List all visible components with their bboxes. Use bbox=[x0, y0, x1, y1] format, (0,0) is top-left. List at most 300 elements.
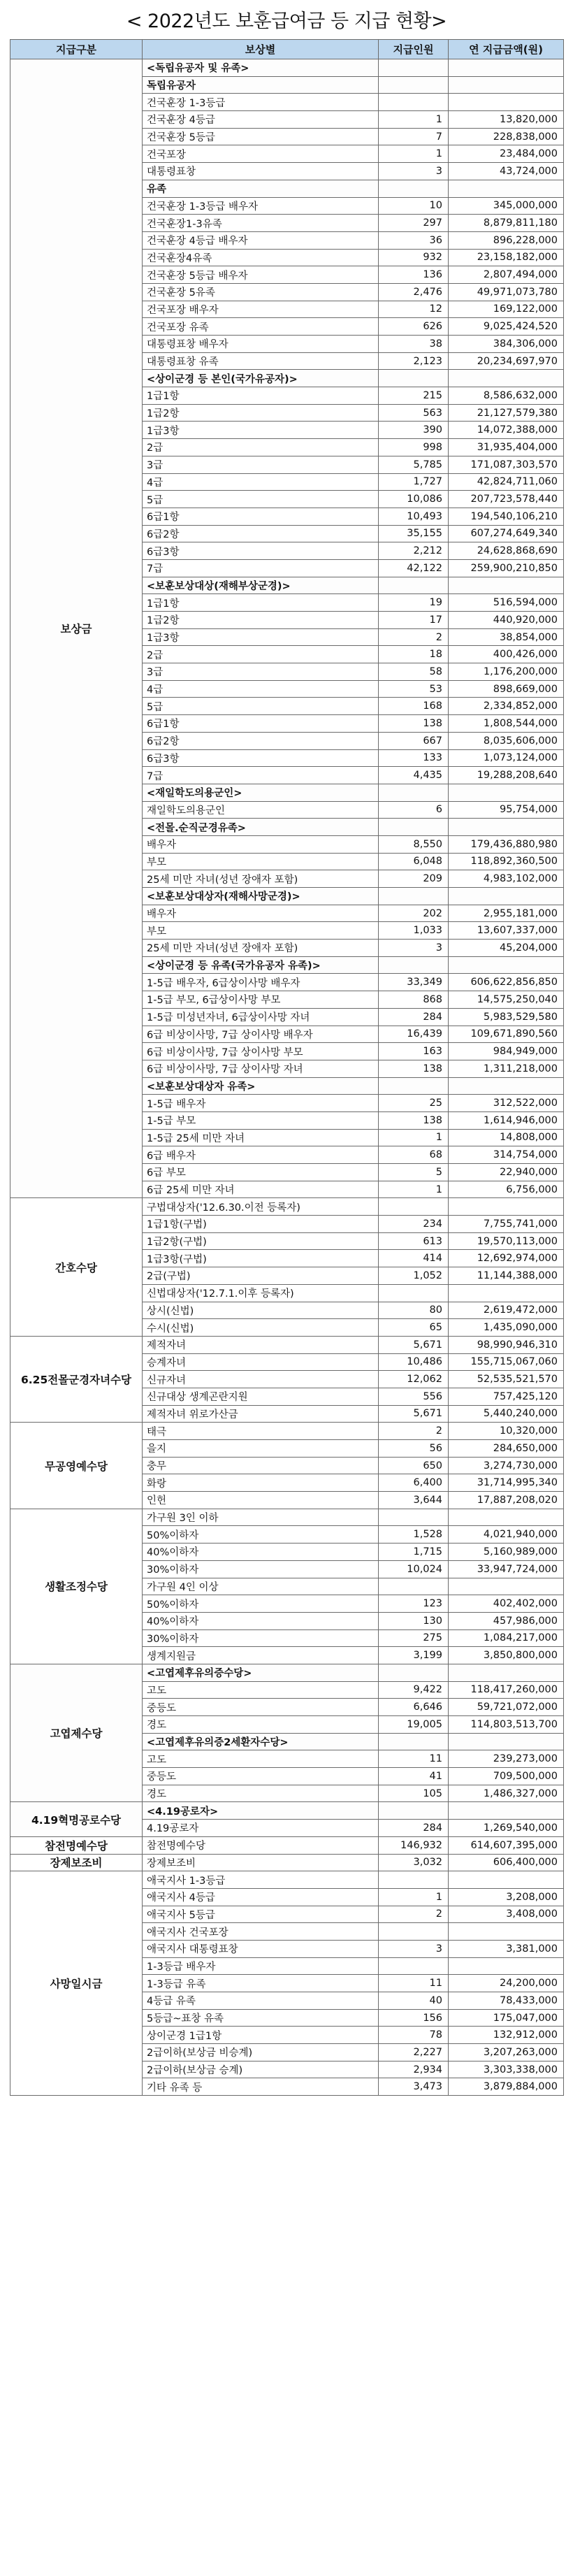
amount-cell: 43,724,000 bbox=[449, 163, 564, 180]
amount-cell: 14,808,000 bbox=[449, 1129, 564, 1146]
detail-cell: 건국훈장 4등급 bbox=[143, 111, 379, 129]
detail-cell: 건국포장 배우자 bbox=[143, 301, 379, 318]
count-cell: 2,123 bbox=[379, 352, 449, 370]
amount-cell: 3,850,800,000 bbox=[449, 1647, 564, 1664]
count-cell: 40 bbox=[379, 1992, 449, 2010]
amount-cell bbox=[449, 1509, 564, 1526]
amount-cell: 1,311,218,000 bbox=[449, 1060, 564, 1077]
amount-cell: 38,854,000 bbox=[449, 628, 564, 646]
amount-cell: 7,755,741,000 bbox=[449, 1216, 564, 1233]
count-cell: 3,644 bbox=[379, 1492, 449, 1509]
amount-cell: 898,669,000 bbox=[449, 680, 564, 698]
count-cell: 68 bbox=[379, 1146, 449, 1164]
amount-cell: 1,435,090,000 bbox=[449, 1319, 564, 1337]
header-count: 지급인원 bbox=[379, 40, 449, 59]
amount-cell: 1,269,540,000 bbox=[449, 1820, 564, 1837]
detail-cell: 30%이하자 bbox=[143, 1629, 379, 1647]
amount-cell: 8,035,606,000 bbox=[449, 732, 564, 749]
count-cell: 130 bbox=[379, 1612, 449, 1629]
category-cell: 참전명예수당 bbox=[10, 1836, 143, 1854]
detail-cell: 인헌 bbox=[143, 1492, 379, 1509]
detail-cell: 1-5급 부모 bbox=[143, 1111, 379, 1129]
amount-cell: 1,073,124,000 bbox=[449, 749, 564, 767]
category-cell: 장제보조비 bbox=[10, 1854, 143, 1871]
amount-cell: 8,879,811,180 bbox=[449, 215, 564, 232]
amount-cell: 95,754,000 bbox=[449, 801, 564, 819]
detail-cell: 1급3항 bbox=[143, 422, 379, 439]
detail-cell: 기타 유족 등 bbox=[143, 2078, 379, 2096]
count-cell bbox=[379, 888, 449, 905]
amount-cell bbox=[449, 1077, 564, 1095]
amount-cell: 3,274,730,000 bbox=[449, 1457, 564, 1474]
count-cell: 146,932 bbox=[379, 1836, 449, 1854]
amount-cell: 1,808,544,000 bbox=[449, 715, 564, 733]
amount-cell: 118,417,260,000 bbox=[449, 1681, 564, 1699]
count-cell: 209 bbox=[379, 870, 449, 888]
count-cell: 42,122 bbox=[379, 559, 449, 577]
amount-cell: 24,200,000 bbox=[449, 1975, 564, 1992]
detail-cell: 2급(구법) bbox=[143, 1267, 379, 1285]
detail-cell: 40%이하자 bbox=[143, 1612, 379, 1629]
count-cell: 133 bbox=[379, 749, 449, 767]
detail-cell: <재일학도의용군인> bbox=[143, 784, 379, 801]
amount-cell: 606,400,000 bbox=[449, 1854, 564, 1871]
table-body bbox=[10, 59, 564, 2096]
detail-cell: <고엽제후유의증수당> bbox=[143, 1664, 379, 1681]
detail-cell: 배우자 bbox=[143, 835, 379, 853]
detail-cell: 3급 bbox=[143, 456, 379, 473]
count-cell: 58 bbox=[379, 663, 449, 681]
amount-cell: 179,436,880,980 bbox=[449, 835, 564, 853]
page-title: < 2022년도 보훈급여금 등 지급 현황> bbox=[126, 10, 447, 32]
table-row bbox=[10, 1423, 564, 1440]
amount-cell bbox=[449, 819, 564, 836]
count-cell bbox=[379, 1923, 449, 1941]
detail-cell: 1-5급 미성년자녀, 6급상이사망 자녀 bbox=[143, 1008, 379, 1026]
count-cell: 19 bbox=[379, 594, 449, 612]
detail-cell: 2급이하(보상금 승계) bbox=[143, 2061, 379, 2078]
detail-cell: 5급 bbox=[143, 698, 379, 715]
count-cell: 234 bbox=[379, 1216, 449, 1233]
category-cell: 고엽제수당 bbox=[10, 1664, 143, 1802]
amount-cell: 3,303,338,000 bbox=[449, 2061, 564, 2078]
detail-cell: 배우자 bbox=[143, 905, 379, 922]
detail-cell: 40%이하자 bbox=[143, 1544, 379, 1561]
amount-cell: 5,160,989,000 bbox=[449, 1544, 564, 1561]
detail-cell: 참전명예수당 bbox=[143, 1836, 379, 1854]
amount-cell: 5,440,240,000 bbox=[449, 1405, 564, 1423]
count-cell: 138 bbox=[379, 1060, 449, 1077]
amount-cell: 9,025,424,520 bbox=[449, 318, 564, 336]
detail-cell: 1급3항 bbox=[143, 628, 379, 646]
detail-cell: 건국훈장4유족 bbox=[143, 249, 379, 266]
amount-cell: 19,288,208,640 bbox=[449, 767, 564, 784]
amount-cell: 31,714,995,340 bbox=[449, 1474, 564, 1492]
table-row bbox=[10, 1509, 564, 1526]
amount-cell: 1,486,327,000 bbox=[449, 1785, 564, 1802]
amount-cell: 118,892,360,500 bbox=[449, 853, 564, 870]
detail-cell: 건국훈장 1-3등급 bbox=[143, 94, 379, 111]
detail-cell: 충무 bbox=[143, 1457, 379, 1474]
amount-cell: 171,087,303,570 bbox=[449, 456, 564, 473]
detail-cell: 1-3등급 배우자 bbox=[143, 1957, 379, 1975]
table-header-row bbox=[10, 40, 564, 59]
count-cell: 932 bbox=[379, 249, 449, 266]
amount-cell bbox=[449, 76, 564, 94]
count-cell: 390 bbox=[379, 422, 449, 439]
count-cell: 998 bbox=[379, 439, 449, 456]
count-cell: 3 bbox=[379, 940, 449, 957]
amount-cell: 2,807,494,000 bbox=[449, 266, 564, 284]
count-cell bbox=[379, 1509, 449, 1526]
amount-cell: 8,586,632,000 bbox=[449, 387, 564, 405]
count-cell: 275 bbox=[379, 1629, 449, 1647]
count-cell: 3,199 bbox=[379, 1647, 449, 1664]
detail-cell: 1급1항(구법) bbox=[143, 1216, 379, 1233]
count-cell: 35,155 bbox=[379, 525, 449, 542]
detail-cell: 고도 bbox=[143, 1681, 379, 1699]
detail-cell: 50%이하자 bbox=[143, 1526, 379, 1544]
amount-cell: 14,072,388,000 bbox=[449, 422, 564, 439]
amount-cell bbox=[449, 59, 564, 77]
amount-cell: 384,306,000 bbox=[449, 336, 564, 353]
detail-cell: 제적자녀 bbox=[143, 1336, 379, 1353]
detail-cell: <보훈보상대상자(재해사망군경)> bbox=[143, 888, 379, 905]
count-cell bbox=[379, 1957, 449, 1975]
table-row bbox=[10, 1871, 564, 1889]
detail-cell: 7급 bbox=[143, 767, 379, 784]
count-cell: 16,439 bbox=[379, 1026, 449, 1043]
amount-cell: 1,614,946,000 bbox=[449, 1111, 564, 1129]
detail-cell: 6급1항 bbox=[143, 508, 379, 525]
count-cell: 9,422 bbox=[379, 1681, 449, 1699]
detail-cell: 경도 bbox=[143, 1716, 379, 1734]
detail-cell: 애국지사 4등급 bbox=[143, 1888, 379, 1906]
amount-cell: 33,947,724,000 bbox=[449, 1560, 564, 1578]
count-cell: 168 bbox=[379, 698, 449, 715]
detail-cell: <전몰.순직군경유족> bbox=[143, 819, 379, 836]
amount-cell bbox=[449, 1578, 564, 1595]
count-cell: 297 bbox=[379, 215, 449, 232]
count-cell: 33,349 bbox=[379, 974, 449, 991]
detail-cell: 애국지사 1-3등급 bbox=[143, 1871, 379, 1889]
amount-cell: 4,021,940,000 bbox=[449, 1526, 564, 1544]
count-cell: 10,086 bbox=[379, 491, 449, 508]
header-category: 지급구분 bbox=[10, 40, 143, 59]
count-cell bbox=[379, 1733, 449, 1750]
amount-cell: 23,484,000 bbox=[449, 145, 564, 163]
count-cell: 1 bbox=[379, 111, 449, 129]
count-cell: 1,033 bbox=[379, 922, 449, 940]
detail-cell: <4.19공로자> bbox=[143, 1802, 379, 1820]
detail-cell: 생계지원금 bbox=[143, 1647, 379, 1664]
detail-cell: 6급1항 bbox=[143, 715, 379, 733]
amount-cell bbox=[449, 1733, 564, 1750]
category-cell: 사망일시금 bbox=[10, 1871, 143, 2096]
count-cell: 626 bbox=[379, 318, 449, 336]
amount-cell: 207,723,578,440 bbox=[449, 491, 564, 508]
count-cell: 156 bbox=[379, 2009, 449, 2027]
count-cell: 284 bbox=[379, 1820, 449, 1837]
detail-cell: 중등도 bbox=[143, 1768, 379, 1785]
detail-cell: 승계자녀 bbox=[143, 1353, 379, 1371]
count-cell: 11 bbox=[379, 1750, 449, 1768]
amount-cell: 114,803,513,700 bbox=[449, 1716, 564, 1734]
count-cell: 10,486 bbox=[379, 1353, 449, 1371]
amount-cell: 312,522,000 bbox=[449, 1095, 564, 1112]
amount-cell: 5,983,529,580 bbox=[449, 1008, 564, 1026]
count-cell: 1 bbox=[379, 145, 449, 163]
count-cell bbox=[379, 1284, 449, 1302]
count-cell bbox=[379, 59, 449, 77]
count-cell: 1,715 bbox=[379, 1544, 449, 1561]
amount-cell: 175,047,000 bbox=[449, 2009, 564, 2027]
header-detail: 보상별 bbox=[143, 40, 379, 59]
detail-cell: 건국훈장1-3유족 bbox=[143, 215, 379, 232]
amount-cell: 42,824,711,060 bbox=[449, 473, 564, 491]
detail-cell: 건국훈장 5유족 bbox=[143, 283, 379, 301]
detail-cell: 장제보조비 bbox=[143, 1854, 379, 1871]
count-cell: 163 bbox=[379, 1043, 449, 1060]
detail-cell: 1급2항 bbox=[143, 404, 379, 422]
amount-cell: 132,912,000 bbox=[449, 2027, 564, 2044]
detail-cell: 상이군경 1급1항 bbox=[143, 2027, 379, 2044]
detail-cell: 유족 bbox=[143, 180, 379, 197]
count-cell: 2 bbox=[379, 1423, 449, 1440]
amount-cell: 345,000,000 bbox=[449, 197, 564, 215]
count-cell: 38 bbox=[379, 336, 449, 353]
category-cell: 무공영예수당 bbox=[10, 1423, 143, 1509]
count-cell: 202 bbox=[379, 905, 449, 922]
count-cell bbox=[379, 1198, 449, 1216]
count-cell: 36 bbox=[379, 231, 449, 249]
detail-cell: 1-5급 25세 미만 자녀 bbox=[143, 1129, 379, 1146]
detail-cell: 부모 bbox=[143, 853, 379, 870]
count-cell: 56 bbox=[379, 1440, 449, 1458]
detail-cell: 건국포장 bbox=[143, 145, 379, 163]
amount-cell bbox=[449, 956, 564, 974]
count-cell: 12 bbox=[379, 301, 449, 318]
detail-cell: <상이군경 등 본인(국가유공자)> bbox=[143, 370, 379, 387]
count-cell: 10,024 bbox=[379, 1560, 449, 1578]
count-cell bbox=[379, 819, 449, 836]
detail-cell: 애국지사 건국포장 bbox=[143, 1923, 379, 1941]
amount-cell: 45,204,000 bbox=[449, 940, 564, 957]
count-cell: 3 bbox=[379, 163, 449, 180]
count-cell bbox=[379, 1578, 449, 1595]
detail-cell: 구법대상자('12.6.30.이전 등록자) bbox=[143, 1198, 379, 1216]
count-cell: 10 bbox=[379, 197, 449, 215]
detail-cell: 6급2항 bbox=[143, 732, 379, 749]
detail-cell: 6급 부모 bbox=[143, 1164, 379, 1181]
category-cell: 4.19혁명공로수당 bbox=[10, 1802, 143, 1836]
amount-cell: 13,820,000 bbox=[449, 111, 564, 129]
detail-cell: 건국훈장 1-3등급 배우자 bbox=[143, 197, 379, 215]
detail-cell: 화랑 bbox=[143, 1474, 379, 1492]
amount-cell: 1,176,200,000 bbox=[449, 663, 564, 681]
count-cell: 1,727 bbox=[379, 473, 449, 491]
count-cell: 17 bbox=[379, 612, 449, 629]
count-cell: 53 bbox=[379, 680, 449, 698]
detail-cell: 건국훈장 5등급 배우자 bbox=[143, 266, 379, 284]
count-cell: 6 bbox=[379, 801, 449, 819]
table-row bbox=[10, 1836, 564, 1854]
count-cell bbox=[379, 956, 449, 974]
amount-cell: 19,570,113,000 bbox=[449, 1232, 564, 1250]
count-cell bbox=[379, 370, 449, 387]
amount-cell: 14,575,250,040 bbox=[449, 991, 564, 1009]
count-cell: 3,473 bbox=[379, 2078, 449, 2096]
detail-cell: 6급 비상이사망, 7급 상이사망 부모 bbox=[143, 1043, 379, 1060]
amount-cell bbox=[449, 577, 564, 594]
count-cell: 4,435 bbox=[379, 767, 449, 784]
amount-cell bbox=[449, 1923, 564, 1941]
detail-cell: 가구원 3인 이하 bbox=[143, 1509, 379, 1526]
count-cell bbox=[379, 1664, 449, 1681]
count-cell: 25 bbox=[379, 1095, 449, 1112]
detail-cell: 제적자녀 위로가산금 bbox=[143, 1405, 379, 1423]
detail-cell: 30%이하자 bbox=[143, 1560, 379, 1578]
count-cell: 284 bbox=[379, 1008, 449, 1026]
table-row bbox=[10, 1802, 564, 1820]
amount-cell: 1,084,217,000 bbox=[449, 1629, 564, 1647]
count-cell: 18 bbox=[379, 646, 449, 663]
count-cell: 11 bbox=[379, 1975, 449, 1992]
amount-cell: 22,940,000 bbox=[449, 1164, 564, 1181]
count-cell: 215 bbox=[379, 387, 449, 405]
count-cell: 1,052 bbox=[379, 1267, 449, 1285]
category-cell: 간호수당 bbox=[10, 1198, 143, 1337]
detail-cell: 건국포장 유족 bbox=[143, 318, 379, 336]
detail-cell: <상이군경 등 유족(국가유공자 유족)> bbox=[143, 956, 379, 974]
detail-cell: 2급 bbox=[143, 646, 379, 663]
detail-cell: 1-5급 배우자, 6급상이사망 배우자 bbox=[143, 974, 379, 991]
payment-table bbox=[10, 39, 564, 2096]
detail-cell: 부모 bbox=[143, 922, 379, 940]
amount-cell bbox=[449, 1871, 564, 1889]
count-cell: 41 bbox=[379, 1768, 449, 1785]
table-row bbox=[10, 1664, 564, 1681]
amount-cell: 239,273,000 bbox=[449, 1750, 564, 1768]
count-cell bbox=[379, 1077, 449, 1095]
amount-cell: 614,607,395,000 bbox=[449, 1836, 564, 1854]
amount-cell: 6,756,000 bbox=[449, 1181, 564, 1198]
count-cell: 6,048 bbox=[379, 853, 449, 870]
amount-cell: 12,692,974,000 bbox=[449, 1250, 564, 1267]
amount-cell: 607,274,649,340 bbox=[449, 525, 564, 542]
amount-cell: 228,838,000 bbox=[449, 128, 564, 145]
count-cell: 5,671 bbox=[379, 1405, 449, 1423]
amount-cell: 709,500,000 bbox=[449, 1768, 564, 1785]
amount-cell: 400,426,000 bbox=[449, 646, 564, 663]
amount-cell bbox=[449, 94, 564, 111]
detail-cell: 상시(신법) bbox=[143, 1302, 379, 1319]
detail-cell: 가구원 4인 이상 bbox=[143, 1578, 379, 1595]
detail-cell: <독립유공자 및 유족> bbox=[143, 59, 379, 77]
amount-cell: 606,622,856,850 bbox=[449, 974, 564, 991]
amount-cell: 13,607,337,000 bbox=[449, 922, 564, 940]
amount-cell: 440,920,000 bbox=[449, 612, 564, 629]
detail-cell: 4등급 유족 bbox=[143, 1992, 379, 2010]
count-cell: 1 bbox=[379, 1888, 449, 1906]
amount-cell: 155,715,067,060 bbox=[449, 1353, 564, 1371]
count-cell: 2,476 bbox=[379, 283, 449, 301]
amount-cell: 3,207,263,000 bbox=[449, 2044, 564, 2061]
amount-cell: 984,949,000 bbox=[449, 1043, 564, 1060]
amount-cell bbox=[449, 1957, 564, 1975]
amount-cell bbox=[449, 888, 564, 905]
amount-cell: 98,990,946,310 bbox=[449, 1336, 564, 1353]
detail-cell: 6급 비상이사망, 7급 상이사망 자녀 bbox=[143, 1060, 379, 1077]
count-cell: 2 bbox=[379, 1906, 449, 1923]
count-cell: 80 bbox=[379, 1302, 449, 1319]
amount-cell: 109,671,890,560 bbox=[449, 1026, 564, 1043]
amount-cell: 457,986,000 bbox=[449, 1612, 564, 1629]
detail-cell: 2급 bbox=[143, 439, 379, 456]
table-row bbox=[10, 59, 564, 77]
amount-cell: 78,433,000 bbox=[449, 1992, 564, 2010]
count-cell bbox=[379, 577, 449, 594]
detail-cell: 6급3항 bbox=[143, 542, 379, 560]
amount-cell: 3,381,000 bbox=[449, 1940, 564, 1957]
count-cell: 868 bbox=[379, 991, 449, 1009]
detail-cell: 6급3항 bbox=[143, 749, 379, 767]
amount-cell: 17,887,208,020 bbox=[449, 1492, 564, 1509]
detail-cell: 1급2항(구법) bbox=[143, 1232, 379, 1250]
detail-cell: 경도 bbox=[143, 1785, 379, 1802]
amount-cell: 3,408,000 bbox=[449, 1906, 564, 1923]
count-cell: 105 bbox=[379, 1785, 449, 1802]
detail-cell: 고도 bbox=[143, 1750, 379, 1768]
count-cell: 6,400 bbox=[379, 1474, 449, 1492]
detail-cell: 1-5급 부모, 6급상이사망 부모 bbox=[143, 991, 379, 1009]
detail-cell: 1-5급 배우자 bbox=[143, 1095, 379, 1112]
amount-cell: 2,334,852,000 bbox=[449, 698, 564, 715]
count-cell bbox=[379, 1802, 449, 1820]
count-cell: 78 bbox=[379, 2027, 449, 2044]
amount-cell bbox=[449, 1802, 564, 1820]
table-row bbox=[10, 1854, 564, 1871]
detail-cell: 5등급~표창 유족 bbox=[143, 2009, 379, 2027]
detail-cell: 태극 bbox=[143, 1423, 379, 1440]
detail-cell: 4급 bbox=[143, 680, 379, 698]
detail-cell: 4급 bbox=[143, 473, 379, 491]
count-cell: 123 bbox=[379, 1595, 449, 1613]
detail-cell: 재일학도의용군인 bbox=[143, 801, 379, 819]
header-amount: 연 지급금액(원) bbox=[449, 40, 564, 59]
amount-cell: 20,234,697,970 bbox=[449, 352, 564, 370]
amount-cell: 314,754,000 bbox=[449, 1146, 564, 1164]
count-cell: 414 bbox=[379, 1250, 449, 1267]
amount-cell: 52,535,521,570 bbox=[449, 1371, 564, 1388]
count-cell: 1 bbox=[379, 1181, 449, 1198]
detail-cell: 을지 bbox=[143, 1440, 379, 1458]
detail-cell: 7급 bbox=[143, 559, 379, 577]
count-cell: 667 bbox=[379, 732, 449, 749]
detail-cell: 1급1항 bbox=[143, 387, 379, 405]
count-cell: 1,528 bbox=[379, 1526, 449, 1544]
count-cell: 2,212 bbox=[379, 542, 449, 560]
detail-cell: 건국훈장 5등급 bbox=[143, 128, 379, 145]
count-cell: 3,032 bbox=[379, 1854, 449, 1871]
detail-cell: <고엽제후유의증2세환자수당> bbox=[143, 1733, 379, 1750]
count-cell: 5 bbox=[379, 1164, 449, 1181]
detail-cell: 대통령표창 bbox=[143, 163, 379, 180]
detail-cell: <보훈보상대상(재해부상군경)> bbox=[143, 577, 379, 594]
amount-cell: 59,721,072,000 bbox=[449, 1699, 564, 1716]
category-cell: 6.25전몰군경자녀수당 bbox=[10, 1336, 143, 1422]
count-cell: 2 bbox=[379, 628, 449, 646]
